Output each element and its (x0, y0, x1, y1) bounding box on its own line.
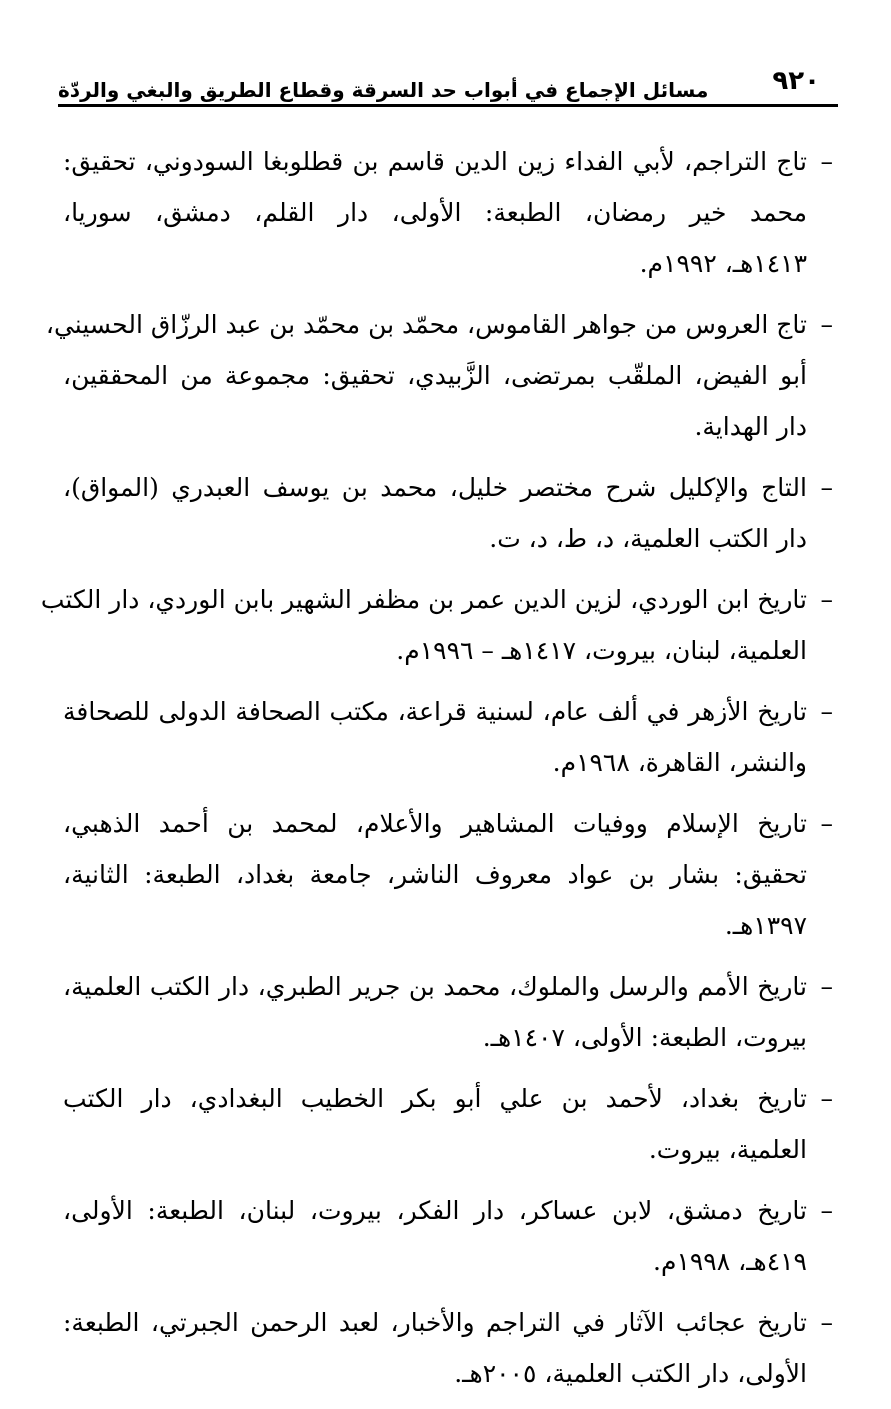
page-header (58, 62, 838, 107)
entry-line: العلمية، بيروت. (648, 1135, 807, 1164)
entry-dash: – (820, 310, 833, 339)
entry-dash: – (820, 809, 833, 838)
entry-line: تاريخ الأمم والرسل والملوك، محمد بن جرير الطبري، دار الكتب العلمية، (63, 972, 807, 1001)
entry-line: دار الكتب العلمية، د، ط، د، ت. (489, 524, 807, 553)
entry-dash: – (820, 147, 833, 176)
entry-dash: – (820, 1196, 833, 1225)
entry-line: الأولى، دار الكتب العلمية، ٢٠٠٥هـ. (454, 1359, 807, 1388)
entry-line: العلمية، لبنان، بيروت، ١٤١٧هـ – ١٩٩٦م. (396, 636, 807, 665)
entry-line: تاريخ دمشق، لابن عساكر، دار الفكر، بيروت، لبنان، الطبعة: الأولى، (63, 1196, 807, 1225)
bibliography-entry (45, 299, 833, 452)
entry-line: بيروت، الطبعة: الأولى، ١٤٠٧هـ. (482, 1023, 807, 1052)
entry-dash: – (820, 1308, 833, 1337)
entry-line: والنشر، القاهرة، ١٩٦٨م. (552, 748, 807, 777)
entry-line: محمد خير رمضان، الطبعة: الأولى، دار القلم، دمشق، سوريا، (63, 198, 807, 227)
entry-line: تاريخ عجائب الآثار في التراجم والأخبار، لعبد الرحمن الجبرتي، الطبعة: (63, 1308, 807, 1337)
bibliography-entry (63, 961, 833, 1063)
bibliography-entry (63, 1185, 833, 1287)
entry-line: ١٤١٣هـ، ١٩٩٢م. (639, 249, 807, 278)
entry-line: تاج العروس من جواهر القاموس، محمّد بن محمّد بن عبد الرزّاق الحسيني، (45, 310, 807, 339)
entry-line: تاريخ الأزهر في ألف عام، لسنية قراعة، مكتب الصحافة الدولى للصحافة (63, 697, 807, 726)
entry-line: دار الهداية. (694, 412, 807, 441)
entry-dash: – (820, 473, 833, 502)
entry-line: ٤١٩هـ، ١٩٩٨م. (653, 1247, 807, 1276)
bibliography-entry (63, 462, 833, 564)
bibliography-list (40, 136, 833, 1409)
entry-line: التاج والإكليل شرح مختصر خليل، محمد بن يوسف العبدري (المواق)، (63, 473, 807, 502)
entry-line: ١٣٩٧هـ. (724, 911, 807, 940)
entry-line: تاج التراجم، لأبي الفداء زين الدين قاسم بن قطلوبغا السودوني، تحقيق: (63, 147, 807, 176)
entry-dash: – (820, 585, 833, 614)
entry-dash: – (820, 972, 833, 1001)
entry-line: تاريخ بغداد، لأحمد بن علي أبو بكر الخطيب البغدادي، دار الكتب (63, 1084, 807, 1113)
bibliography-entry (63, 686, 833, 788)
bibliography-entry (63, 1073, 833, 1175)
entry-line: تحقيق: بشار بن عواد معروف الناشر، جامعة بغداد، الطبعة: الثانية، (63, 860, 807, 889)
bibliography-entry (63, 136, 833, 289)
bibliography-entry (63, 1297, 833, 1399)
bibliography-entry (63, 798, 833, 951)
entry-line: تاريخ الإسلام ووفيات المشاهير والأعلام، لمحمد بن أحمد الذهبي، (63, 809, 807, 838)
page-number: ٩٢٠ (772, 66, 820, 96)
bibliography-entry (40, 574, 833, 676)
entry-dash: – (820, 1084, 833, 1113)
running-head-title: مسائل الإجماع في أبواب حد السرقة وقطاع الطريق والبغي والردّة (58, 78, 709, 102)
entry-line: أبو الفيض، الملقّب بمرتضى، الزَّبيدي، تحقيق: مجموعة من المحققين، (63, 361, 807, 390)
entry-line: تاريخ ابن الوردي، لزين الدين عمر بن مظفر الشهير بابن الوردي، دار الكتب (40, 585, 807, 614)
entry-dash: – (820, 697, 833, 726)
